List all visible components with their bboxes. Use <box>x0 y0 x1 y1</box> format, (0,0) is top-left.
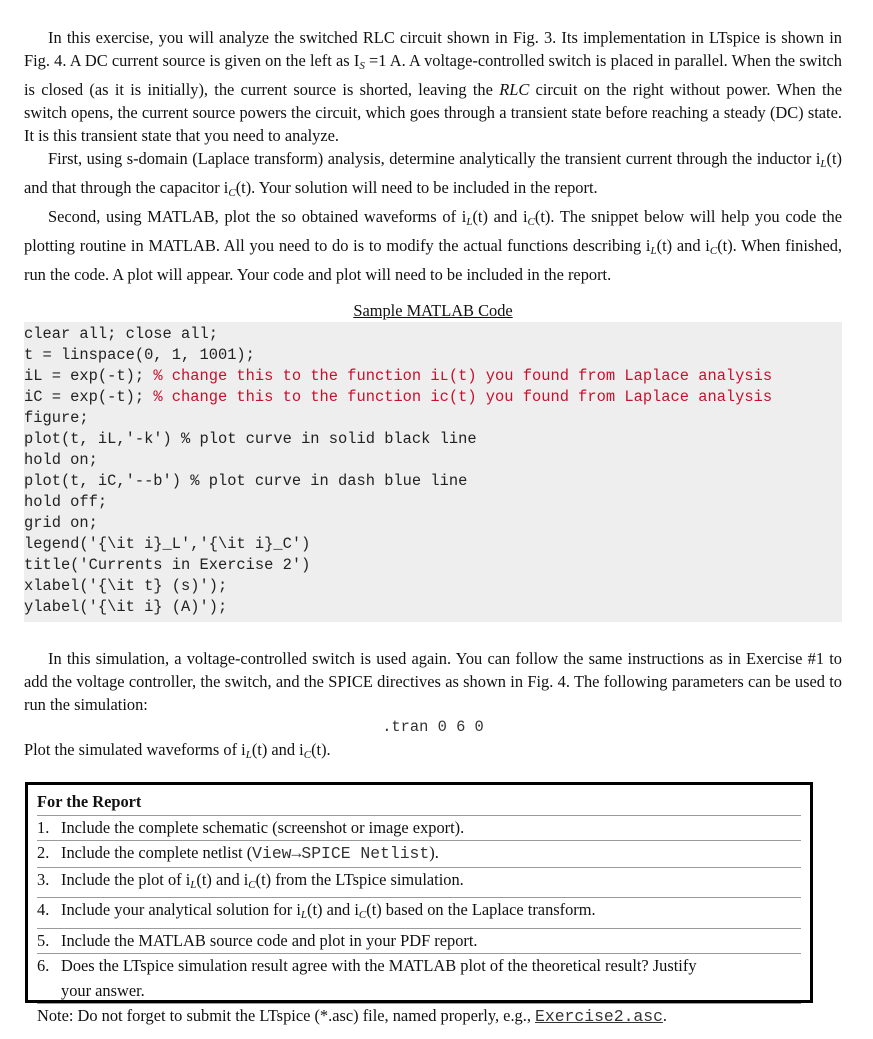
code-block[interactable] <box>24 322 842 622</box>
code-line: hold off; <box>24 493 108 511</box>
tran-directive: .tran 0 6 0 <box>382 718 484 736</box>
report-item: 1. Include the complete schematic (screenshot or image export). <box>37 815 801 841</box>
code-line: iC = exp(-t); % change this to the function iᴄ(t) you found from Laplace analysis <box>24 388 773 406</box>
code-title: Sample MATLAB Code <box>353 301 513 320</box>
code-line: grid on; <box>24 514 98 532</box>
code-line: xlabel('{\it t} (s)'); <box>24 577 228 595</box>
code-line: legend('{\it i}_L','{\it i}_C') <box>24 535 311 553</box>
document-page <box>24 26 842 767</box>
paragraph-matlab: Second, using MATLAB, plot the so obtained waveforms of $i_L(t)$ and $i_C(t)$. The snippet below will help you code the plotting routine in MATLAB. All you need to do is to modify the actual functions describing $i_L(t)$ and $i_C(t)$. When finished, run the code. A plot will appear. Your code and plot will need to be included in the report. <box>24 207 843 284</box>
report-item: 6. Does the LTspice simulation result agree with the MATLAB plot of the theoretical result? Justify your answer. <box>37 953 801 1003</box>
code-line: plot(t, iC,'--b') % plot curve in dash blue line <box>24 472 468 490</box>
paragraph-simulation: In this simulation, a voltage-controlled switch is used again. You can follow the same instructions as in Exercise #1 to add the voltage controller, the switch, and the SPICE directives as shown in Fig. 4. The following parameters can be used to run the simulation: <box>24 649 842 714</box>
code-line: title('Currents in Exercise 2') <box>24 556 311 574</box>
code-comment: % change this to the function iᴄ(t) you found from Laplace analysis <box>153 388 773 406</box>
code-line: hold on; <box>24 451 98 469</box>
code-line: t = linspace(0, 1, 1001); <box>24 346 255 364</box>
report-heading: For the Report <box>37 792 142 811</box>
paragraph-plot: Plot the simulated waveforms of $i_L(t)$ and $i_C(t)$. <box>24 740 331 761</box>
report-note: Note: Do not forget to submit the LTspice (*.asc) file, named properly, e.g., Exercise2.asc. <box>37 1003 801 1030</box>
report-item: 5. Include the MATLAB source code and plot in your PDF report. <box>37 928 801 954</box>
report-item: 2. Include the complete netlist (View→SPICE Netlist). <box>37 840 801 867</box>
paragraph-intro: In this exercise, you will analyze the switched RLC circuit shown in Fig. 3. Its implementation in LTspice is shown in Fig. 4. A DC current source is given on the left as $I_S =1$ A. A voltage-controlled switch is placed in parallel. When the switch is closed (as it is initially), the current source is shorted, leaving the RLC circuit on the right without power. When the switch opens, the current source powers the circuit, which goes through a transient state before reaching a steady (DC) state. It is this transient state that you need to analyze. <box>24 28 842 145</box>
report-item: 3. Include the plot of $i_L(t)$ and $i_C(t)$ from the LTspice simulation. <box>37 867 801 898</box>
code-line: plot(t, iL,'-k') % plot curve in solid black line <box>24 430 477 448</box>
report-item: 4. Include your analytical solution for $i_L(t)$ and $i_C(t)$ based on the Laplace transform. <box>37 897 801 928</box>
paragraph-laplace: First, using s-domain (Laplace transform) analysis, determine analytically the transient current through the inductor $i_L(t)$ and that through the capacitor $i_C(t)$. Your solution will need to be included in the report. <box>24 149 842 199</box>
code-line: iL = exp(-t); % change this to the function iʟ(t) you found from Laplace analysis <box>24 367 773 385</box>
report-box <box>25 782 813 1026</box>
code-comment: % change this to the function iʟ(t) you found from Laplace analysis <box>153 367 773 385</box>
code-line: clear all; close all; <box>24 325 218 343</box>
code-line: ylabel('{\it i} (A)'); <box>24 598 228 616</box>
code-line: figure; <box>24 409 89 427</box>
